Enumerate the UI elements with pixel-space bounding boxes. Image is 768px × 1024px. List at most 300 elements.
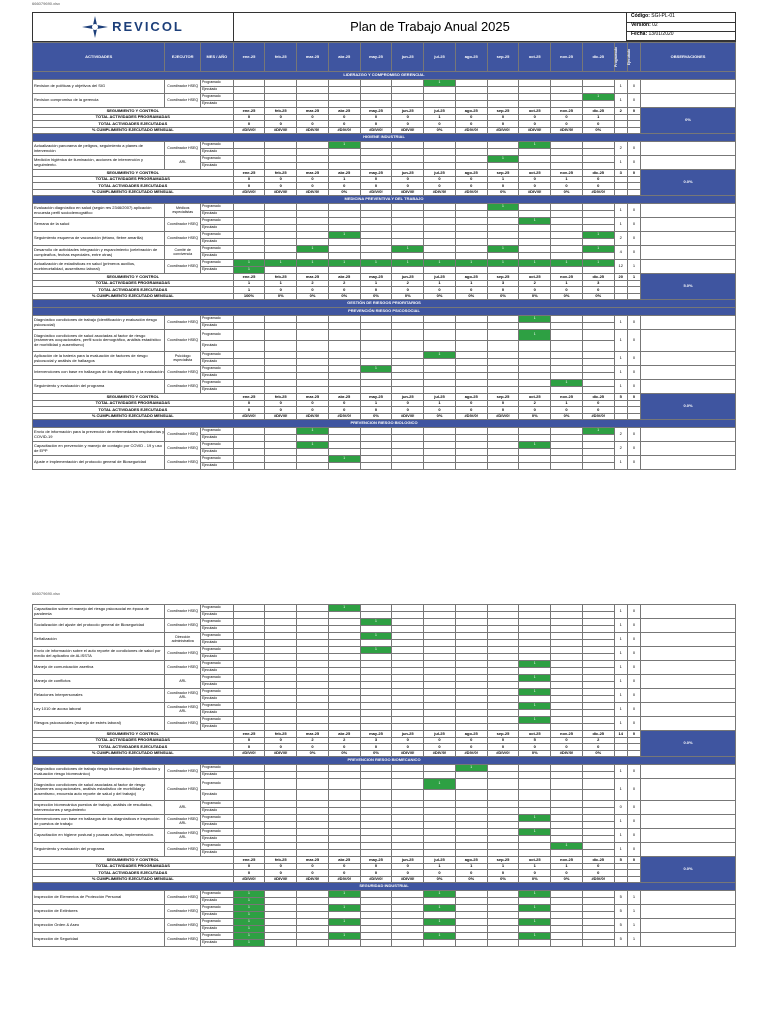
- month-cell: [487, 366, 519, 373]
- section-title: GESTIÓN DE RIESGOS PRIORITARIOS: [33, 300, 736, 308]
- month-cell: [455, 772, 487, 779]
- row-type-programado: Programado: [201, 647, 234, 654]
- activity-name: Ley 1010 de acoso laboral: [33, 703, 165, 717]
- summary-value: #DIV/0!: [519, 189, 551, 196]
- month-cell: [392, 633, 424, 640]
- month-cell: [424, 225, 456, 232]
- month-cell: [455, 267, 487, 274]
- month-cell: [233, 380, 265, 387]
- month-cell: [392, 316, 424, 323]
- row-type-programado: Programado: [201, 456, 234, 463]
- summary-label: TOTAL ACTIVIDADES PROGRAMADAS: [33, 280, 234, 287]
- programado-total: 1: [614, 218, 627, 232]
- row-type-programado: Programado: [201, 246, 234, 253]
- summary-value: #DIV/0!: [582, 413, 614, 420]
- month-cell: [297, 156, 329, 163]
- summary-value: 0: [392, 737, 424, 744]
- month-cell: [328, 316, 360, 323]
- summary-value: 0%: [328, 750, 360, 757]
- month-cell: [519, 654, 551, 661]
- programmed-mark: 1: [424, 891, 456, 898]
- month-cell: [392, 801, 424, 808]
- summary-month: feb-25: [265, 731, 297, 738]
- month-cell: [392, 640, 424, 647]
- month-cell: [265, 933, 297, 940]
- summary-value: 1: [519, 863, 551, 870]
- row-type-programado: Programado: [201, 619, 234, 626]
- month-cell: [455, 850, 487, 857]
- summary-value: 0: [360, 287, 392, 294]
- programado-total: 1: [614, 80, 627, 94]
- month-cell: [455, 246, 487, 253]
- activity-executor: Coordinador HSEQ: [165, 619, 201, 633]
- summary-value: 2: [582, 737, 614, 744]
- summary-value: 0: [455, 744, 487, 751]
- ejecutado-total: 0: [627, 703, 640, 717]
- month-cell: [265, 836, 297, 843]
- month-cell: [424, 640, 456, 647]
- month-cell: [360, 696, 392, 703]
- activity-executor: Coordinador HSEQ ARL: [165, 689, 201, 703]
- month-cell: [582, 239, 614, 246]
- month-cell: [297, 822, 329, 829]
- month-cell: [487, 801, 519, 808]
- month-cell: [265, 647, 297, 654]
- programmed-mark: 1: [328, 232, 360, 239]
- summary-value: 0: [360, 870, 392, 877]
- programmed-mark: 1: [487, 156, 519, 163]
- month-cell: [487, 142, 519, 149]
- month-cell: [297, 142, 329, 149]
- summary-value: 1: [233, 280, 265, 287]
- month-cell: [265, 101, 297, 108]
- month-cell: [551, 668, 583, 675]
- month-cell: [424, 605, 456, 612]
- summary-month: abr-25: [328, 394, 360, 401]
- month-cell: [328, 815, 360, 822]
- month-cell: [551, 891, 583, 898]
- summary-label: TOTAL ACTIVIDADES EJECUTADAS: [33, 870, 234, 877]
- activity-name: Diagnóstico condiciones de salud asociadas al factor de riesgo (exámenes ocupacionales, perfil socio demográfico, análisis estadístico de morbilidad y ausentismo): [33, 330, 165, 352]
- month-cell: [233, 647, 265, 654]
- summary-value: 0: [519, 870, 551, 877]
- month-cell: [424, 940, 456, 947]
- ejecutado-total: 0: [627, 815, 640, 829]
- activity-row-programado: [33, 633, 736, 640]
- month-cell: [519, 387, 551, 394]
- summary-value: 0: [233, 176, 265, 183]
- month-cell: [297, 933, 329, 940]
- programado-total: 2: [614, 442, 627, 456]
- month-cell: [487, 428, 519, 435]
- summary-value: 0: [297, 400, 329, 407]
- col-ejecutado: [627, 43, 640, 72]
- col-month: nov-25: [551, 43, 583, 72]
- summary-value: 0: [551, 183, 583, 190]
- activity-executor: Coordinador HSEQ: [165, 456, 201, 470]
- month-cell: [392, 373, 424, 380]
- month-cell: [551, 836, 583, 843]
- observaciones-cell: [641, 843, 736, 857]
- month-cell: [297, 850, 329, 857]
- summary-value: 0%: [328, 189, 360, 196]
- month-cell: [551, 790, 583, 801]
- summary-value: 0: [392, 407, 424, 414]
- month-cell: [582, 940, 614, 947]
- month-cell: [360, 204, 392, 211]
- summary-value: 0: [519, 407, 551, 414]
- month-cell: [360, 640, 392, 647]
- summary-month: sep-25: [487, 274, 519, 281]
- month-cell: [519, 612, 551, 619]
- ejecutado-total: 0: [627, 380, 640, 394]
- month-cell: [519, 352, 551, 359]
- month-cell: [297, 267, 329, 274]
- programmed-mark: 1: [519, 891, 551, 898]
- month-cell: [233, 387, 265, 394]
- month-cell: [455, 933, 487, 940]
- activity-row-programado: [33, 352, 736, 359]
- programado-total: 1: [614, 703, 627, 717]
- month-cell: [392, 675, 424, 682]
- month-cell: [233, 633, 265, 640]
- month-cell: [392, 850, 424, 857]
- month-cell: [392, 359, 424, 366]
- month-cell: [392, 142, 424, 149]
- seguimiento-label: SEGUIMIENTO Y CONTROL: [33, 170, 234, 177]
- summary-value: #DIV/0!: [455, 189, 487, 196]
- month-cell: [455, 626, 487, 633]
- summary-value: #DIV/0!: [455, 127, 487, 134]
- month-cell: [233, 724, 265, 731]
- col-observaciones: OBSERVACIONES: [641, 43, 736, 72]
- month-cell: [551, 456, 583, 463]
- col-month: mar-25: [297, 43, 329, 72]
- month-cell: [328, 724, 360, 731]
- summary-value: 0: [455, 737, 487, 744]
- programado-total: 2: [614, 142, 627, 156]
- month-cell: [551, 352, 583, 359]
- month-cell: [424, 211, 456, 218]
- ejecutado-total: 0: [627, 366, 640, 380]
- observaciones-cell: [641, 330, 736, 352]
- summary-value: 1: [551, 400, 583, 407]
- month-cell: [582, 316, 614, 323]
- month-cell: [392, 815, 424, 822]
- section-header-row: [33, 420, 736, 428]
- activity-row-programado: [33, 232, 736, 239]
- month-cell: [297, 163, 329, 170]
- ejecutado-total: 1: [627, 919, 640, 933]
- month-cell: [328, 675, 360, 682]
- month-cell: [582, 668, 614, 675]
- month-cell: [328, 463, 360, 470]
- compass-logo-icon: [82, 16, 108, 38]
- programado-total: 5: [614, 891, 627, 905]
- month-cell: [297, 232, 329, 239]
- month-cell: [582, 435, 614, 442]
- programado-total: 5: [614, 905, 627, 919]
- activity-row-programado: [33, 647, 736, 654]
- month-cell: [233, 772, 265, 779]
- month-cell: [551, 373, 583, 380]
- activity-executor: Psicólogo especialista: [165, 352, 201, 366]
- seguimiento-label: SEGUIMIENTO Y CONTROL: [33, 857, 234, 864]
- month-cell: [360, 387, 392, 394]
- observaciones-cell: [641, 619, 736, 633]
- month-cell: [392, 380, 424, 387]
- summary-value: #DIV/0!: [487, 413, 519, 420]
- month-cell: [233, 619, 265, 626]
- summary-label: TOTAL ACTIVIDADES PROGRAMADAS: [33, 737, 234, 744]
- month-cell: [392, 101, 424, 108]
- row-type-ejecutado: Ejecutado: [201, 640, 234, 647]
- month-cell: [297, 253, 329, 260]
- activity-row-programado: [33, 442, 736, 449]
- document-meta: [627, 13, 736, 42]
- month-cell: [360, 933, 392, 940]
- month-cell: [424, 387, 456, 394]
- month-cell: [424, 359, 456, 366]
- month-cell: [455, 101, 487, 108]
- row-type-ejecutado: Ejecutado: [201, 253, 234, 260]
- ejecutado-total: 0: [627, 765, 640, 779]
- summary-value: 0: [424, 744, 456, 751]
- activity-row-programado: [33, 891, 736, 898]
- activity-name: Manejo de conflictos: [33, 675, 165, 689]
- summary-value: 0: [360, 121, 392, 128]
- summary-month: nov-25: [551, 857, 583, 864]
- month-cell: [297, 204, 329, 211]
- month-cell: [328, 87, 360, 94]
- section-title: SEGURIDAD INDUSTRIAL: [33, 883, 736, 891]
- row-type-programado: Programado: [201, 843, 234, 850]
- summary-label: % CUMPLIMIENTO EJECUTADO MENSUAL: [33, 876, 234, 883]
- ejecutado-total: 0: [627, 330, 640, 352]
- month-cell: [487, 359, 519, 366]
- month-cell: [328, 341, 360, 352]
- ejecutado-total: 0: [627, 142, 640, 156]
- summary-month: ene-25: [233, 170, 265, 177]
- month-cell: [328, 717, 360, 724]
- month-cell: [392, 204, 424, 211]
- summary-month: ene-25: [233, 394, 265, 401]
- month-cell: [328, 696, 360, 703]
- month-cell: [582, 156, 614, 163]
- month-cell: [265, 80, 297, 87]
- activity-row-programado: [33, 829, 736, 836]
- summary-month: dic-25: [582, 394, 614, 401]
- month-cell: [455, 323, 487, 330]
- observaciones-cell: [641, 779, 736, 801]
- month-cell: [487, 87, 519, 94]
- month-cell: [487, 912, 519, 919]
- row-type-ejecutado: Ejecutado: [201, 836, 234, 843]
- activity-name: Medición higiénica de iluminación, acciones de intervención y seguimiento.: [33, 156, 165, 170]
- section-title: PREVENCIÓN RIESGO PSICOSOCIAL: [33, 308, 736, 316]
- activity-executor: Coordinador HSEQ: [165, 717, 201, 731]
- observaciones-cell: [641, 260, 736, 274]
- month-cell: [551, 661, 583, 668]
- month-cell: [392, 626, 424, 633]
- month-cell: [582, 387, 614, 394]
- summary-label: % CUMPLIMIENTO EJECUTADO MENSUAL: [33, 293, 234, 300]
- summary-month: may-25: [360, 170, 392, 177]
- month-cell: [519, 204, 551, 211]
- month-cell: [297, 905, 329, 912]
- row-type-ejecutado: Ejecutado: [201, 101, 234, 108]
- month-cell: [519, 765, 551, 772]
- month-cell: [360, 772, 392, 779]
- summary-month: oct-25: [519, 170, 551, 177]
- month-cell: [233, 80, 265, 87]
- summary-value: 0%: [487, 293, 519, 300]
- row-type-ejecutado: Ejecutado: [201, 668, 234, 675]
- summary-value: 1: [551, 863, 583, 870]
- month-cell: [392, 330, 424, 341]
- col-month: jun-25: [392, 43, 424, 72]
- row-type-ejecutado: Ejecutado: [201, 435, 234, 442]
- activity-row-programado: [33, 366, 736, 373]
- month-cell: [233, 211, 265, 218]
- programmed-mark: 1: [328, 605, 360, 612]
- month-cell: [360, 442, 392, 449]
- section-header-row: [33, 134, 736, 142]
- month-cell: [233, 156, 265, 163]
- month-cell: [455, 661, 487, 668]
- month-cell: [424, 456, 456, 463]
- month-cell: [233, 232, 265, 239]
- month-cell: [424, 703, 456, 710]
- summary-month: jun-25: [392, 857, 424, 864]
- month-cell: [297, 661, 329, 668]
- month-cell: [519, 246, 551, 253]
- programmed-mark: 1: [582, 428, 614, 435]
- month-cell: [455, 808, 487, 815]
- month-cell: [233, 640, 265, 647]
- activity-row-programado: [33, 142, 736, 149]
- month-cell: [487, 316, 519, 323]
- month-cell: [392, 94, 424, 101]
- observaciones-cell: [641, 661, 736, 675]
- summary-month: dic-25: [582, 857, 614, 864]
- summary-value: 1: [360, 280, 392, 287]
- activity-executor: Coordinador HSEQ: [165, 891, 201, 905]
- month-cell: [424, 428, 456, 435]
- row-type-ejecutado: Ejecutado: [201, 696, 234, 703]
- summary-value: #DIV/0!: [233, 876, 265, 883]
- month-cell: [551, 696, 583, 703]
- month-cell: [424, 772, 456, 779]
- col-month: ene-25: [233, 43, 265, 72]
- month-cell: [455, 891, 487, 898]
- month-cell: [582, 323, 614, 330]
- activity-row-programado: [33, 204, 736, 211]
- activity-name: Capacitación sobre el manejo del riesgo psicosocial en época de pandemia: [33, 605, 165, 619]
- month-cell: [424, 619, 456, 626]
- month-cell: [487, 647, 519, 654]
- month-cell: [487, 211, 519, 218]
- summary-value: 0: [519, 121, 551, 128]
- month-cell: [392, 772, 424, 779]
- month-cell: [551, 246, 583, 253]
- month-cell: [328, 633, 360, 640]
- month-cell: [297, 387, 329, 394]
- programmed-mark: 1: [297, 260, 329, 267]
- month-cell: [455, 724, 487, 731]
- month-cell: [582, 843, 614, 850]
- row-type-programado: Programado: [201, 352, 234, 359]
- summary-value: 0: [233, 744, 265, 751]
- month-cell: [297, 808, 329, 815]
- month-cell: [455, 843, 487, 850]
- month-cell: [582, 218, 614, 225]
- month-cell: [265, 710, 297, 717]
- activity-name: Seguimiento esquema de vacunación (tétano, fiebre amarilla): [33, 232, 165, 246]
- month-cell: [265, 232, 297, 239]
- month-cell: [424, 626, 456, 633]
- summary-value: #DIV/0!: [328, 413, 360, 420]
- summary-value: 0%: [265, 293, 297, 300]
- month-cell: [551, 619, 583, 626]
- summary-value: #DIV/0!: [455, 750, 487, 757]
- col-month: feb-25: [265, 43, 297, 72]
- executed-mark: 1: [233, 898, 265, 905]
- row-type-programado: Programado: [201, 919, 234, 926]
- month-cell: [455, 442, 487, 449]
- summary-value: #DIV/0!: [424, 189, 456, 196]
- activity-name: Señalización: [33, 633, 165, 647]
- month-cell: [360, 675, 392, 682]
- month-cell: [455, 654, 487, 661]
- month-cell: [392, 156, 424, 163]
- seguimiento-label: SEGUIMIENTO Y CONTROL: [33, 731, 234, 738]
- row-type-programado: Programado: [201, 779, 234, 790]
- total-percentage: 0.0%: [641, 394, 736, 420]
- month-cell: [392, 463, 424, 470]
- month-cell: [265, 640, 297, 647]
- month-cell: [233, 366, 265, 373]
- summary-value: 0: [519, 744, 551, 751]
- month-cell: [424, 926, 456, 933]
- month-cell: [551, 80, 583, 87]
- summary-value: #DIV/0!: [360, 189, 392, 196]
- activity-row-programado: [33, 779, 736, 790]
- month-cell: [455, 801, 487, 808]
- month-cell: [551, 605, 583, 612]
- month-cell: [519, 696, 551, 703]
- month-cell: [519, 779, 551, 790]
- month-cell: [519, 456, 551, 463]
- month-cell: [455, 380, 487, 387]
- summary-value: 1: [582, 114, 614, 121]
- seguimiento-total-ejecutado: 0: [627, 170, 640, 177]
- month-cell: [455, 905, 487, 912]
- month-cell: [551, 612, 583, 619]
- summary-month: sep-25: [487, 170, 519, 177]
- summary-month: oct-25: [519, 274, 551, 281]
- activity-row-programado: [33, 456, 736, 463]
- month-cell: [392, 933, 424, 940]
- section-title: LIDERAZGO Y COMPROMISO GERENCIAL: [33, 72, 736, 80]
- month-cell: [519, 449, 551, 456]
- month-cell: [455, 218, 487, 225]
- summary-value: 0: [328, 114, 360, 121]
- summary-value: 0: [551, 737, 583, 744]
- section-header-row: [33, 883, 736, 891]
- month-cell: [297, 710, 329, 717]
- summary-value: 2: [297, 280, 329, 287]
